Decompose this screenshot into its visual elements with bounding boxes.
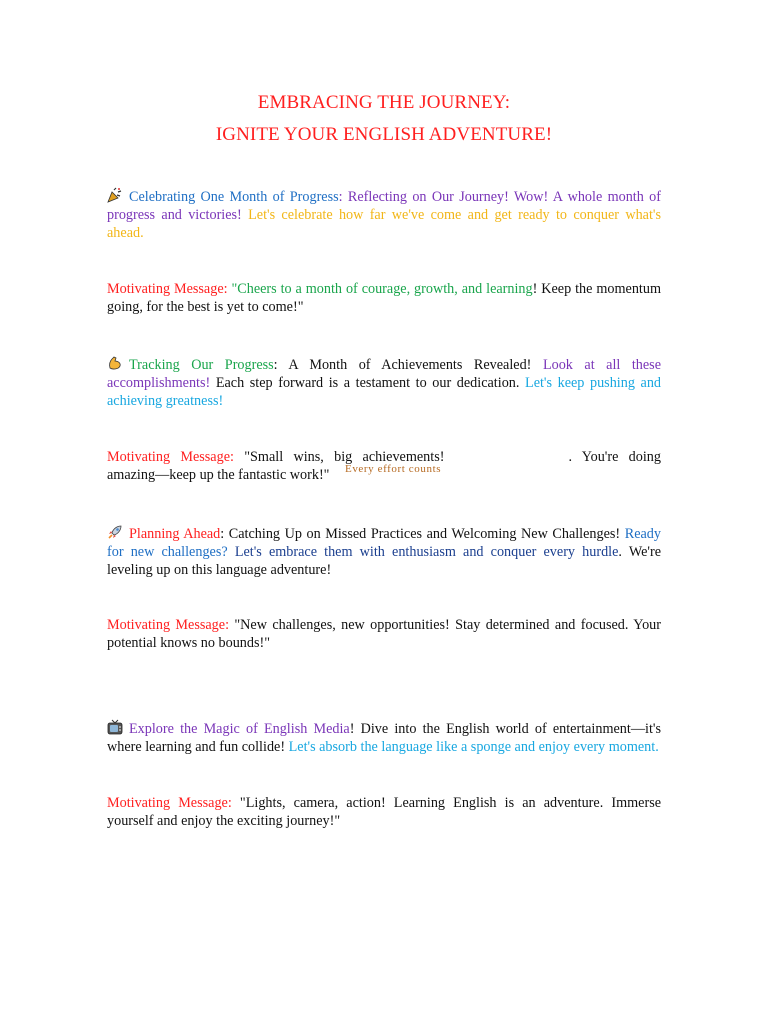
effort-note: Every effort counts	[345, 463, 442, 475]
section-heading: Tracking Our Progress	[129, 357, 274, 373]
message-label: Motivating Message:	[107, 617, 235, 633]
section-subheading: Dive into the English world of entertainment—it's where learning and fun collide!	[107, 721, 661, 755]
section-heading: Planning Ahead	[129, 526, 221, 542]
section-tracking-paragraph: Tracking Our Progress: A Month of Achievements Revealed! Look at all these accomplishments! Each step forward is a testament to our dedication. Let's keep pushing and achieving greatness!	[107, 357, 662, 409]
title-line-2: IGNITE YOUR ENGLISH ADVENTURE!	[215, 124, 553, 145]
flexed-biceps-icon	[107, 355, 123, 371]
section-planning-paragraph: Planning Ahead: Catching Up on Missed Practices and Welcoming New Challenges! Ready for new challenges? Let's embrace them with enthusiasm and conquer every hurdle. We're leveling up on this language adventure!	[107, 526, 661, 578]
section-subheading: Catching Up on Missed Practices and Welcoming New Challenges!	[228, 526, 625, 542]
motivating-message-3: Motivating Message: "New challenges, new opportunities! Stay determined and focused. Your potential knows no bounds!"	[107, 617, 662, 651]
section-media-paragraph: Explore the Magic of English Media! Dive into the English world of entertainment—it's where learning and fun collide! Let's absorb the language like a sponge and enjoy every moment.	[107, 721, 661, 755]
section-body: Let's celebrate how far we've come and get ready to conquer what's ahead.	[107, 207, 661, 241]
television-icon	[107, 719, 123, 735]
motivating-message-4: Motivating Message: "Lights, camera, action! Learning English is an adventure. Immerse yourself and enjoy the exciting journey!"	[107, 795, 662, 829]
message-label: Motivating Message:	[107, 795, 240, 811]
section-heading: Explore the Magic of English Media	[129, 721, 350, 737]
section-subheading: Reflecting on Our Journey! Wow! A whole month of progress and victories!	[107, 189, 661, 223]
message-label: Motivating Message:	[107, 281, 232, 297]
section-heading: Celebrating One Month of Progress	[129, 189, 339, 205]
motivating-message-1: Motivating Message: "Cheers to a month of courage, growth, and learning! Keep the momentum going, for the best is yet to come!"	[107, 281, 661, 315]
motivating-message-2: Motivating Message: "Small wins, big achievements! . You're doing amazing—keep up the fantastic work!"	[107, 449, 661, 483]
title-line-1: EMBRACING THE JOURNEY:	[257, 92, 511, 113]
party-popper-icon	[107, 187, 123, 203]
message-label: Motivating Message:	[107, 449, 245, 465]
section-subheading: A Month of Achievements Revealed!	[288, 357, 543, 373]
rocket-icon	[107, 524, 123, 540]
section-celebrating-paragraph: Celebrating One Month of Progress: Reflecting on Our Journey! Wow! A whole month of progress and victories! Let's celebrate how far we've come and get ready to conquer what's ahead.	[107, 189, 661, 241]
